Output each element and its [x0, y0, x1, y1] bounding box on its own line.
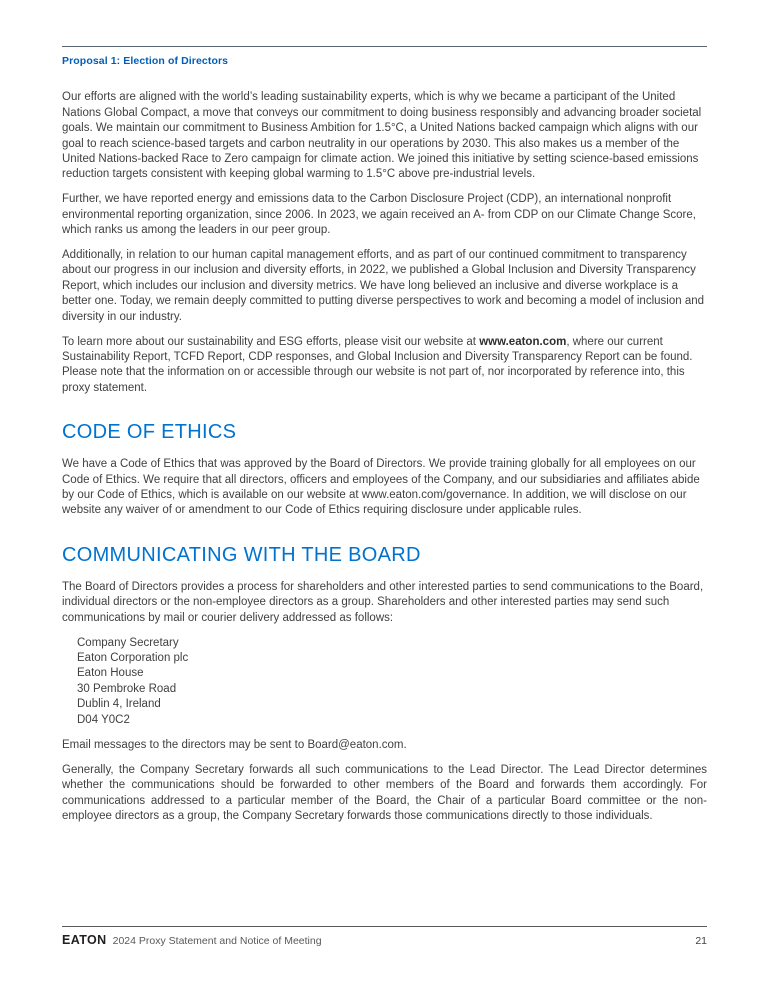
- footer-page-number: 21: [695, 934, 707, 947]
- address-line: 30 Pembroke Road: [77, 682, 177, 695]
- communicating-paragraph-3: Generally, the Company Secretary forwards all such communications to the Lead Director. The Lead Director determines whether the communications should be forwarded to other members of the Board and forwards them accordingly. For communications addressed to a particular member of the Board, the Chair of a particular Board committee or the non-employee directors as a group, the Company Secretary forwards those communications directly to those individuals.: [62, 763, 707, 823]
- address-line: Eaton Corporation plc: [77, 651, 189, 664]
- header-rule: [62, 46, 707, 47]
- address-line: D04 Y0C2: [77, 713, 130, 726]
- footer-brand-logo: EATON: [62, 932, 107, 947]
- address-line: Eaton House: [77, 667, 144, 680]
- address-line: Company Secretary: [77, 636, 179, 649]
- intro-paragraph-1: Our efforts are aligned with the world’s leading sustainability experts, which is why we became a participant of the United Nations Global Compact, a move that conveys our commitment to doing business responsibly and advancing broader societal goals. We maintain our commitment to Business Ambition for 1.5°C, a United Nations backed campaign which aligns with our goal to reach science-based targets and carbon neutrality in our operations by 2030. This also makes us a member of the United Nations-backed Race to Zero campaign for climate action. We joined this initiative by setting science-based emissions reduction targets consistent with keeping global warming to 1.5°C above pre-industrial levels.: [62, 91, 702, 181]
- mailing-address-block: [77, 636, 707, 728]
- code-of-ethics-paragraph: We have a Code of Ethics that was approved by the Board of Directors. We provide training globally for all employees on our Code of Ethics. We require that all directors, officers and employees of the Company, and our subsidiaries and affiliates abide by our Code of Ethics, which is available on our website at www.eaton.com/governance. In addition, we will disclose on our website any waiver of or amendment to our Code of Ethics requiring disclosure under applicable rules.: [62, 458, 700, 517]
- website-url-text: www.eaton.com: [479, 335, 567, 348]
- address-line: Dublin 4, Ireland: [77, 698, 161, 711]
- footer-left: [62, 933, 322, 949]
- page-footer: [62, 926, 707, 949]
- intro-paragraph-3: Additionally, in relation to our human capital management efforts, and as part of our continued commitment to transparency about our progress in our inclusion and diversity efforts, in 2022, we published a Global Inclusion and Diversity Transparency Report, which includes our inclusion and diversity metrics. We have long believed an inclusive and diverse workplace is a better one. Today, we remain deeply committed to putting diverse perspectives to work and becoming a model of inclusion and diversity in our industry.: [62, 249, 705, 323]
- intro-paragraph-2: Further, we have reported energy and emissions data to the Carbon Disclosure Project (CDP), an international nonprofit environmental reporting organization, since 2006. In 2023, we again received an A- from CDP on our Climate Change Score, which ranks us among the leaders in our peer group.: [62, 193, 696, 237]
- section-heading-communicating-with-the-board: COMMUNICATING WITH THE BOARD: [62, 543, 421, 566]
- section-heading-code-of-ethics: CODE OF ETHICS: [62, 421, 237, 444]
- proposal-header: Proposal 1: Election of Directors: [62, 55, 229, 67]
- intro-paragraph-4-text-continued: , where our current Sustainability Report, TCFD Report, CDP responses, and Global Inclusion and Diversity Transparency Report can be found. Please note that the information on or accessible through our website is not part of, nor incorporated by reference into, this proxy statement.: [62, 335, 693, 394]
- footer-document-title: 2024 Proxy Statement and Notice of Meeting: [112, 934, 322, 947]
- page-body: [62, 90, 707, 824]
- intro-paragraph-4: [62, 335, 707, 397]
- communicating-paragraph-2: Email messages to the directors may be sent to Board@eaton.com.: [62, 739, 407, 751]
- communicating-paragraph-1: The Board of Directors provides a process for shareholders and other interested parties to send communications to the Board, individual directors or the non-employee directors as a group. Shareholders and other interested parties may send such communications by mail or courier delivery addressed as follows:: [62, 580, 704, 624]
- intro-paragraph-4-text: To learn more about our sustainability and ESG efforts, please visit our website at: [62, 335, 480, 348]
